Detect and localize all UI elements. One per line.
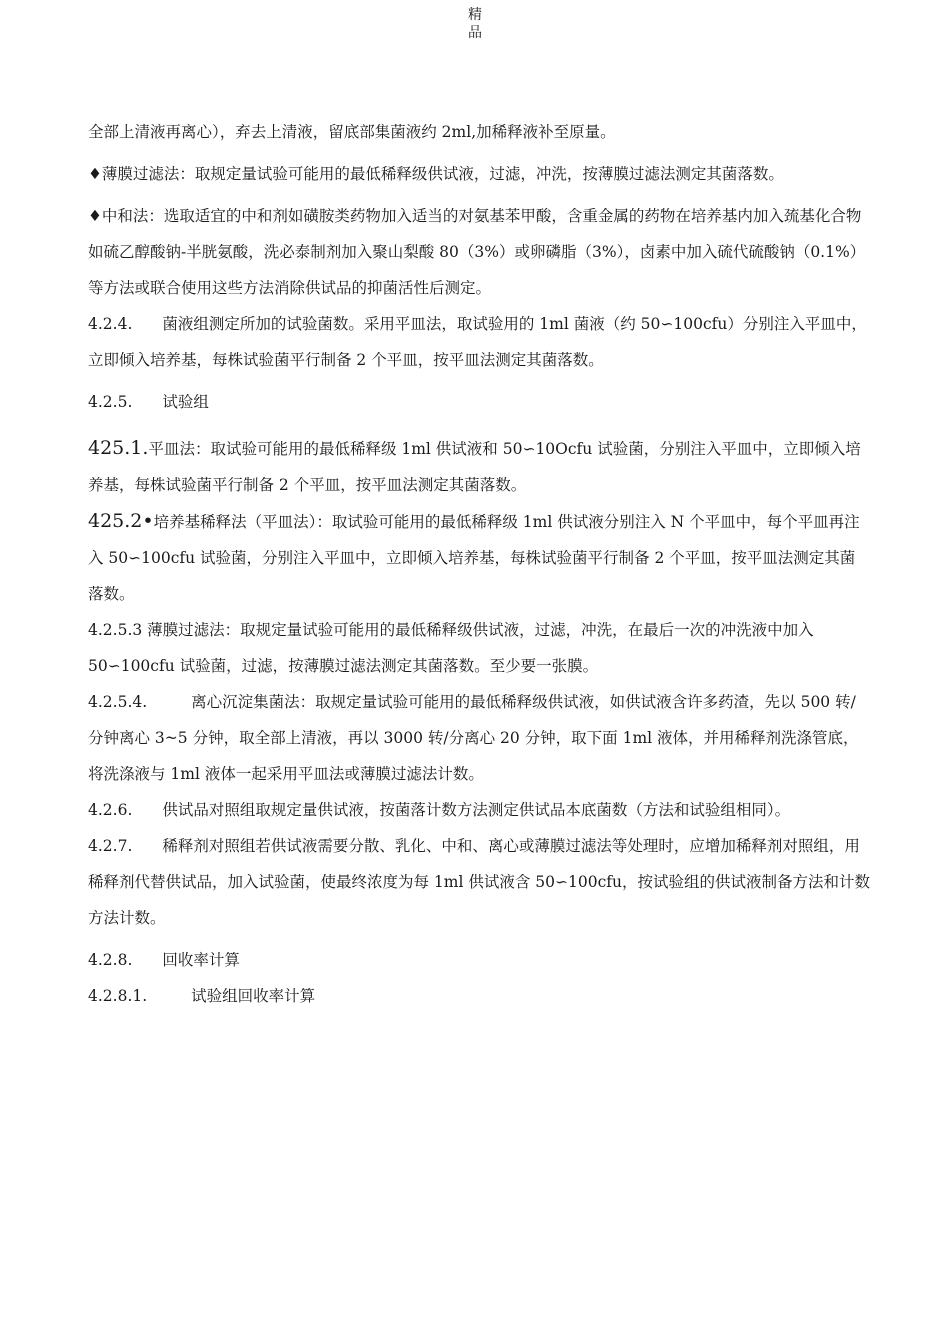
section-number: 4.2.5.4. — [88, 693, 148, 711]
section-number: 4.2.6. — [88, 801, 133, 819]
section-text: 试验组回收率计算 — [191, 987, 316, 1005]
header-line-2: 品 — [468, 25, 482, 41]
section-number: 425.1. — [88, 437, 149, 459]
section-text: 培养基稀释法（平皿法）：取试验可能用的最低稀释级 1ml 供试液分别注入 N 个平皿中，每个平皿再注入 50∽100cfu 试验菌，分别注入平皿中，立即倾入培养基，每株试验菌平行制备 2 个平皿，按平皿法测定其菌落数。 — [88, 513, 860, 603]
section-4-2-5-2 — [88, 503, 870, 612]
section-text: 回收率计算 — [162, 951, 240, 969]
section-number: 4.2.8.1. — [88, 987, 148, 1005]
section-4-2-5 — [88, 384, 870, 420]
paragraph-neutralization: ♦中和法：选取适宜的中和剂如磺胺类药物加入适当的对氨基苯甲酸，含重金属的药物在培养基内加入巯基化合物如硫乙醇酸钠-半胱氨酸，洗必泰制剂加入聚山梨酸 80（3%）或卵磷脂（3%），卤素中加入硫代硫酸钠（0.1%）等方法或联合使用这些方法消除供试品的抑菌活性后测定。 — [88, 207, 866, 297]
section-number: 4.2.8. — [88, 951, 133, 969]
section-4-2-4 — [88, 306, 870, 378]
section-4-2-5-3 — [88, 612, 870, 684]
section-number: 4.2.4. — [88, 315, 133, 333]
section-number: 425.2• — [88, 510, 154, 532]
section-4-2-7 — [88, 828, 870, 936]
section-text: 供试品对照组取规定量供试液，按菌落计数方法测定供试品本底菌数（方法和试验组相同）。 — [162, 801, 791, 819]
section-number: 4.2.7. — [88, 837, 133, 855]
header-line-1: 精 — [468, 7, 482, 23]
section-text: 离心沉淀集菌法：取规定量试验可能用的最低稀释级供试液，如供试液含许多药渣，先以 500 转/分钟离心 3~5 分钟，取全部上清液，再以 3000 转/分离心 20 分钟，取下面 1ml 液体，并用稀释剂洗涤管底，将洗涤液与 1ml 液体一起采用平皿法或薄膜过滤法计数。 — [88, 693, 859, 783]
paragraph-continuation: 全部上清液再离心），弃去上清液，留底部集菌液约 2ml,加稀释液补至原量。 — [88, 123, 616, 141]
section-number: 4.2.5.3 — [88, 621, 143, 639]
section-4-2-8 — [88, 942, 870, 978]
section-text: 薄膜过滤法：取规定量试验可能用的最低稀释级供试液，过滤，冲洗，在最后一次的冲洗液中加入 50∽100cfu 试验菌，过滤，按薄膜过滤法测定其菌落数。至少要一张膜。 — [88, 621, 814, 675]
section-text: 菌液组测定所加的试验菌数。采用平皿法，取试验用的 1ml 菌液（约 50∽100cfu）分别注入平皿中，立即倾入培养基，每株试验菌平行制备 2 个平皿，按平皿法测定其菌落数。 — [88, 315, 867, 369]
section-text: 试验组 — [162, 393, 209, 411]
section-text: 平皿法：取试验可能用的最低稀释级 1ml 供试液和 50∽10Ocfu 试验菌，分别注入平皿中，立即倾入培养基，每株试验菌平行制备 2 个平皿，按平皿法测定其菌落数。 — [88, 440, 861, 494]
paragraph-membrane-filtration: ♦薄膜过滤法：取规定量试验可能用的最低稀释级供试液，过滤，冲洗，按薄膜过滤法测定其菌落数。 — [88, 165, 784, 183]
section-4-2-8-1 — [88, 978, 870, 1014]
section-4-2-5-4 — [88, 684, 870, 792]
section-4-2-5-1 — [88, 430, 870, 503]
section-4-2-6 — [88, 792, 870, 828]
document-body — [88, 114, 870, 1014]
section-text: 稀释剂对照组若供试液需要分散、乳化、中和、离心或薄膜过滤法等处理时，应增加稀释剂对照组，用稀释剂代替供试品，加入试验菌，使最终浓度为每 1ml 供试液含 50∽100cfu，按试验组的供试液制备方法和计数方法计数。 — [88, 837, 870, 927]
page-header — [0, 6, 950, 42]
section-number: 4.2.5. — [88, 393, 133, 411]
